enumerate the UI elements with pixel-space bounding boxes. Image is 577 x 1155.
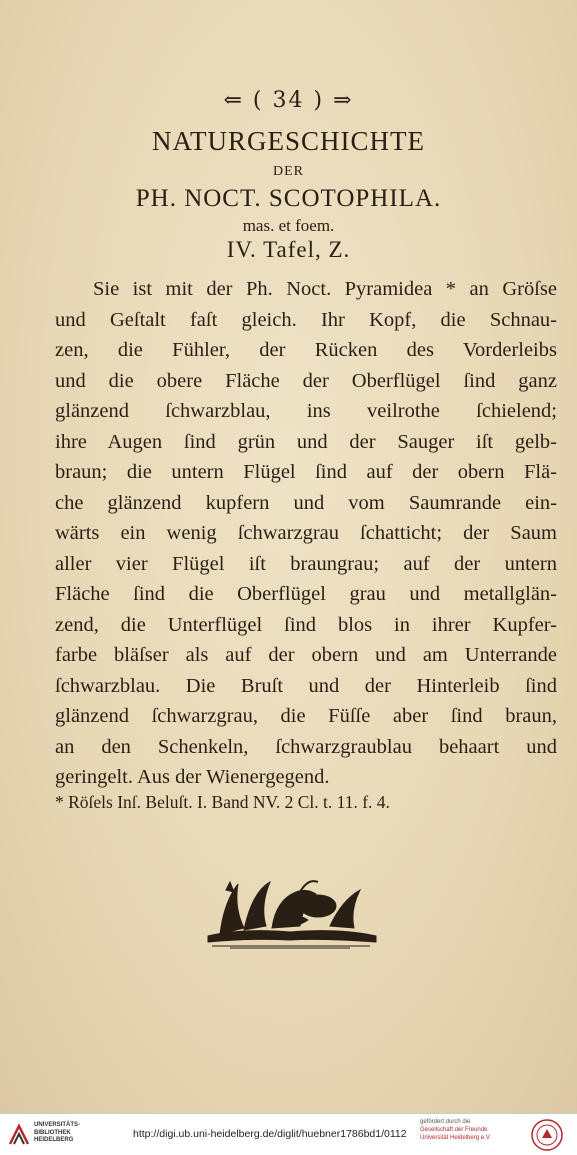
body-line: geringelt. Aus der Wienergegend. [55, 766, 330, 788]
page-title: NATURGESCHICHTE [151, 126, 425, 156]
library-name-line: UNIVERSITÄTS- [34, 1122, 81, 1128]
footnote: * Röſels Inſ. Beluſt. I. Band NV. 2 Cl. t. 11. f. 4. [55, 792, 390, 812]
sponsor-name-line: Universität Heidelberg e.V. [420, 1135, 491, 1141]
title-connector: DER [273, 164, 304, 179]
permalink-url[interactable]: http://digi.ub.uni-heidelberg.de/diglit/huebner1786bd1/0112 [133, 1128, 407, 1140]
footer-bar [0, 1113, 577, 1155]
body-line: und Geſtalt faſt gleich. Ihr Kopf, die Schnau- [55, 308, 557, 331]
body-line: aller vier Flügel iſt braungrau; auf der untern [55, 552, 557, 575]
sponsor-name-line: Gesellschaft der Freunde [420, 1127, 488, 1133]
page-number-header: ⇐ ( 34 ) ⇒ [223, 88, 354, 113]
body-line: wärts ein wenig ſchwarzgrau ſchatticht; der Saum [55, 522, 557, 544]
body-line: zend, die Unterflügel ſind blos in ihrer Kupfer- [55, 613, 557, 636]
body-paragraph [55, 274, 557, 793]
library-logo-icon [8, 1122, 30, 1146]
library-name-line: BIBLIOTHEK [34, 1129, 71, 1136]
body-line: Sie ist mit der Ph. Noct. Pyramidea * an Gröſse [93, 278, 557, 300]
body-line: Fläche ſind die Oberflügel grau und metallglän- [55, 583, 557, 605]
species-name: PH. NOCT. SCOTOPHILA. [135, 185, 442, 212]
body-line: che glänzend kupfern und vom Saumrande ein- [55, 491, 557, 514]
body-line: zen, die Fühler, der Rücken des Vorderleibs [55, 339, 557, 361]
body-line: ſchwarzblau. Die Bruſt und der Hinterleib ſind [55, 674, 557, 697]
plate-reference: IV. Tafel, Z. [226, 237, 351, 262]
body-line: glänzend ſchwarzblau, ins veilrothe ſchielend; [55, 400, 557, 422]
university-seal-icon [530, 1118, 564, 1152]
body-line: farbe bläſser als auf der obern und am Unterrande [55, 644, 557, 666]
sponsor-note [420, 1118, 520, 1142]
body-line: glänzend ſchwarzgrau, die Füſſe aber ſind braun, [55, 705, 557, 727]
body-line: ihre Augen ſind grün und der Sauger iſt gelb- [55, 430, 557, 453]
body-line: braun; die untern Flügel ſind auf der obern Flä- [55, 461, 557, 483]
vignette-ornament [200, 862, 380, 952]
sex-note: mas. et foem. [242, 216, 335, 235]
library-name [34, 1122, 80, 1145]
library-name-line: HEIDELBERG [34, 1137, 74, 1143]
sponsor-label: gefördert durch die [420, 1119, 471, 1125]
body-line: an den Schenkeln, ſchwarzgraublau behaart und [55, 735, 557, 758]
body-line: und die obere Fläche der Oberflügel ſind ganz [55, 369, 557, 392]
